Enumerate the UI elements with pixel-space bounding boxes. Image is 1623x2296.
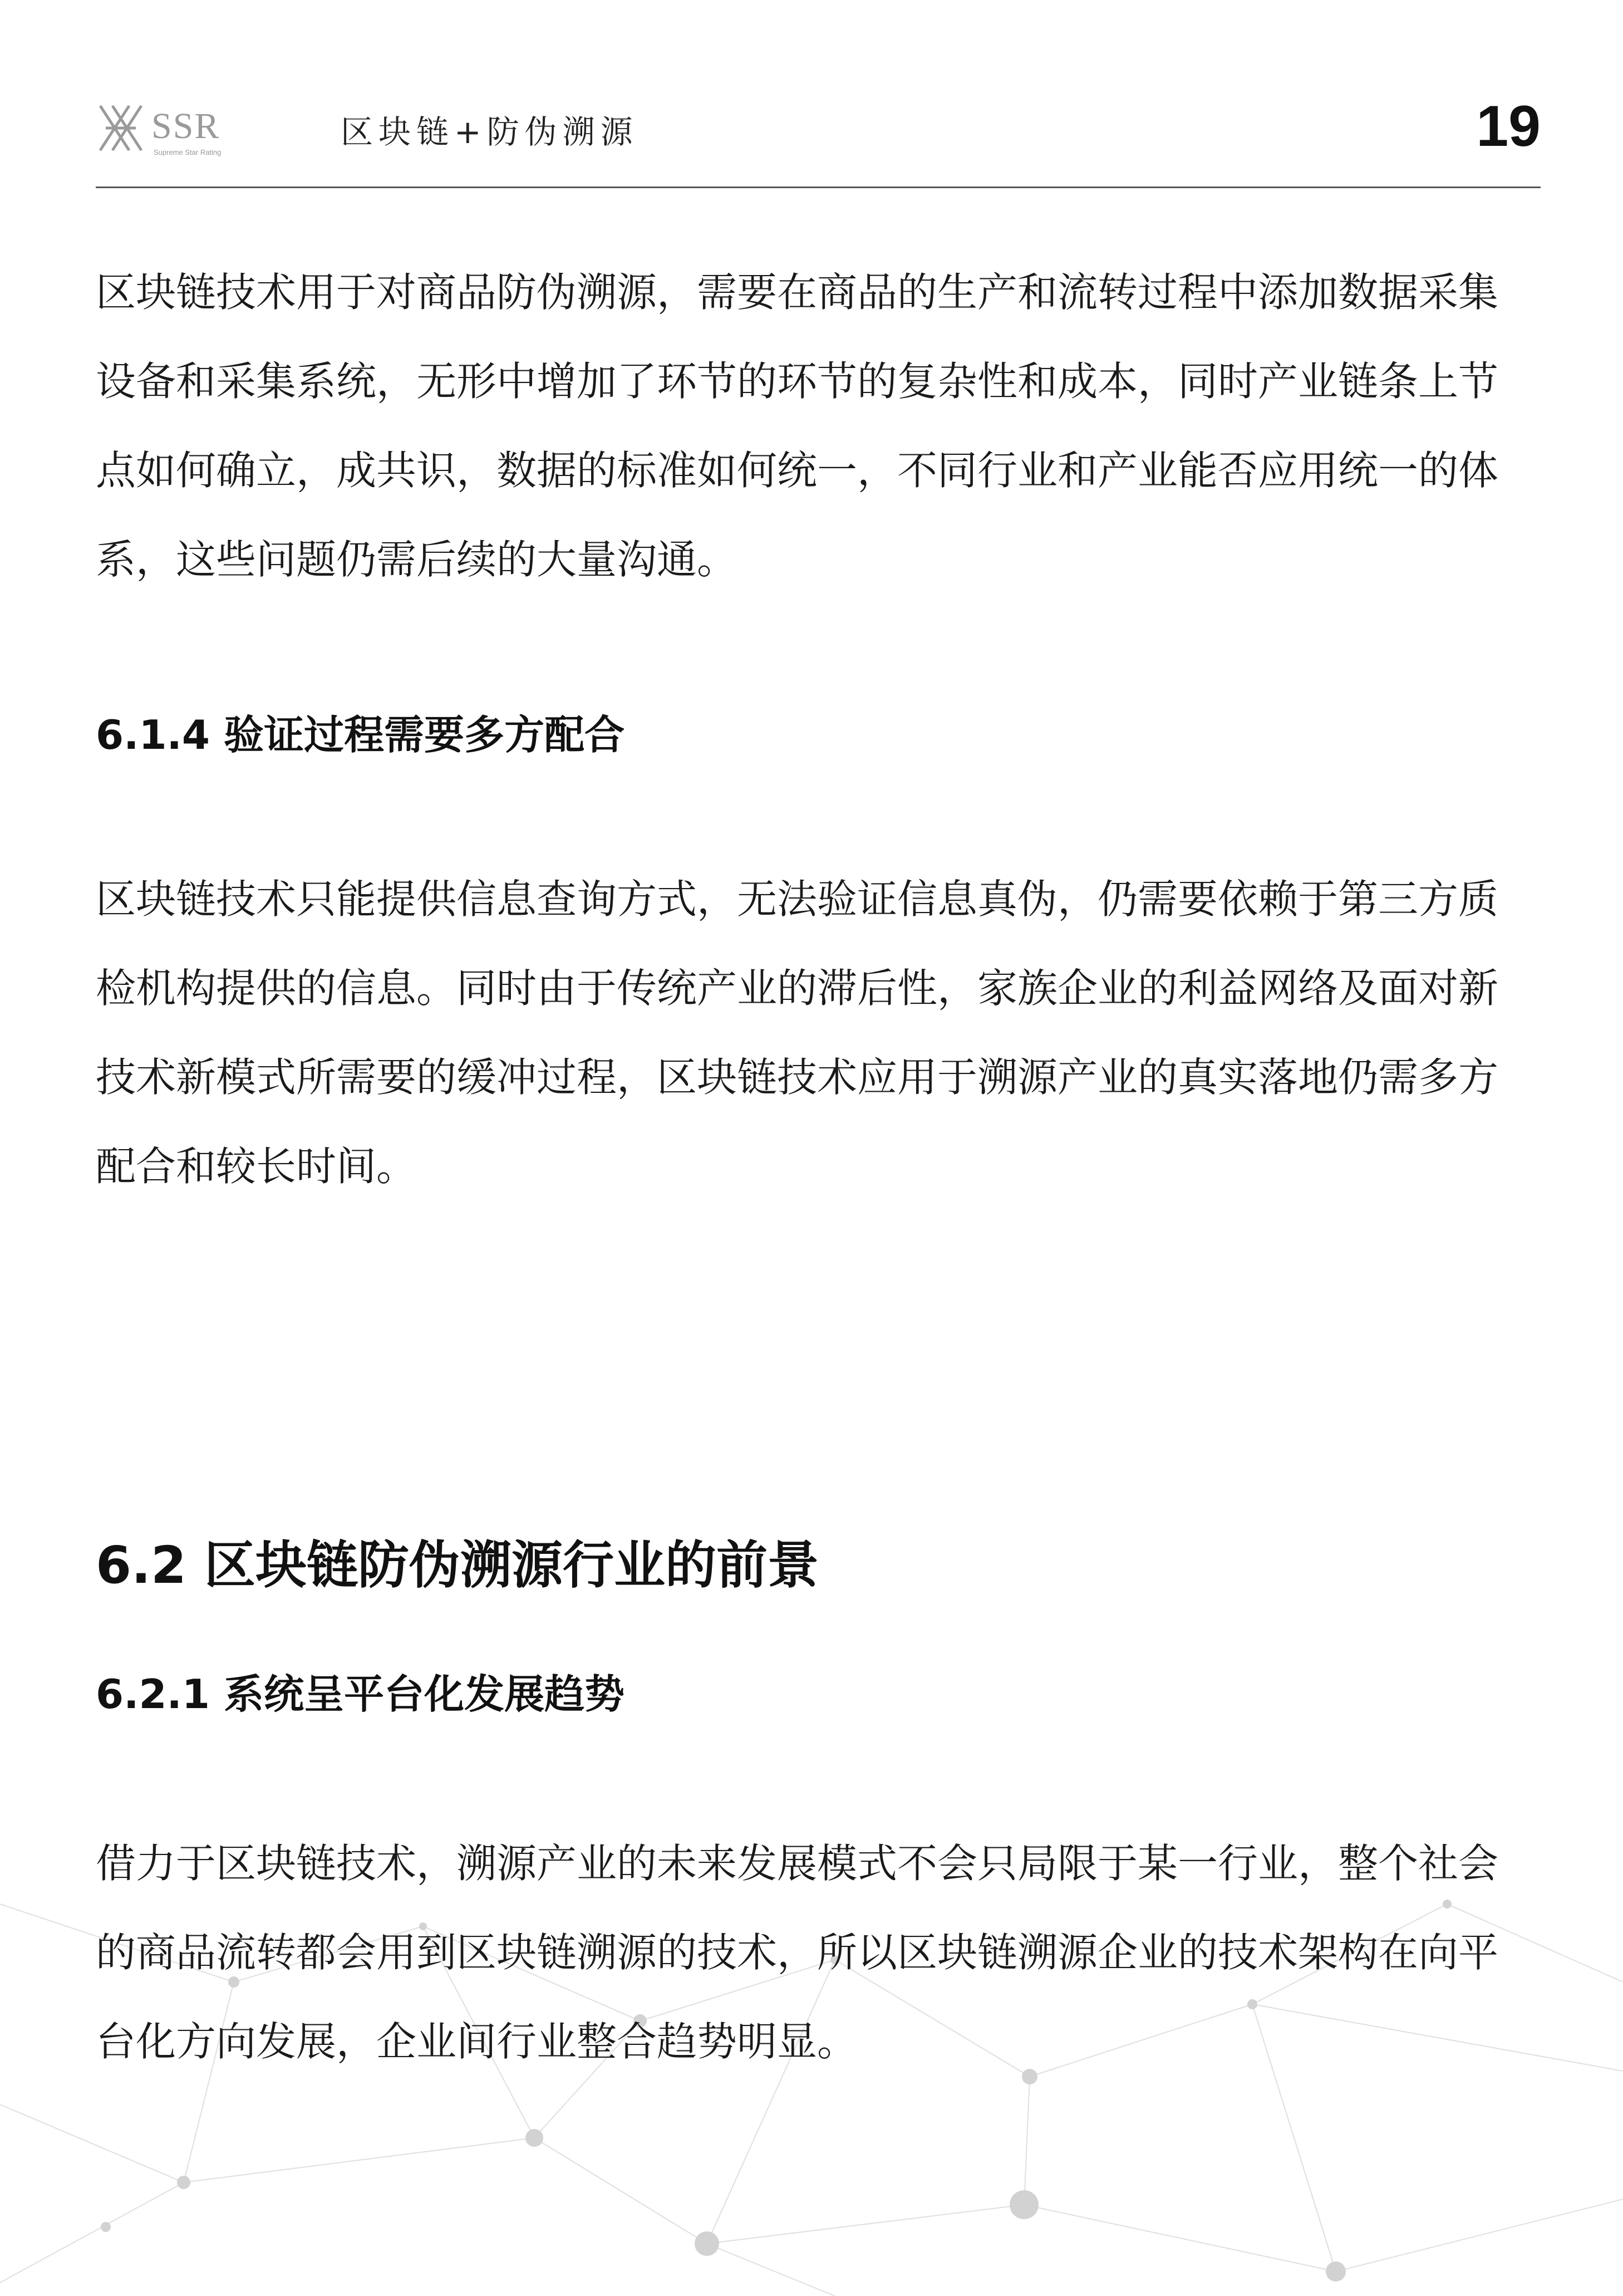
logo-subtext: Supreme Star Rating [154, 148, 222, 156]
paragraph-traceability-cost: 区块链技术用于对商品防伪溯源，需要在商品的生产和流转过程中添加数据采集设备和采集系统，无形中增加了环节的环节的复杂性和成本，同时产业链条上节点如何确立，成共识，数据的标准如何统一，不同行业和产业能否应用统一的体系，这些问题仍需后续的大量沟通。 [96, 269, 1499, 583]
paragraph-verification: 区块链技术只能提供信息查询方式，无法验证信息真伪，仍需要依赖于第三方质检机构提供的信息。同时由于传统产业的滞后性，家族企业的利益网络及面对新技术新模式所需要的缓冲过程，区块链技术应用于溯源产业的真实落地仍需多方配合和较长时间。 [96, 876, 1499, 1190]
heading-6-2-1: 6.2.1 系统呈平台化发展趋势 [96, 1671, 625, 1718]
heading-6-2: 6.2 区块链防伪溯源行业的前景 [96, 1535, 819, 1595]
ssr-logo [96, 95, 285, 161]
paragraph-platform-trend: 借力于区块链技术，溯源产业的未来发展模式不会只局限于某一行业，整个社会的商品流转都会用到区块链溯源的技术，所以区块链溯源企业的技术架构在向平台化方向发展，企业间行业整合趋势明显。 [96, 1840, 1499, 2065]
page-number: 19 [1476, 94, 1541, 159]
heading-6-1-4: 6.1.4 验证过程需要多方配合 [96, 712, 625, 758]
header-title: 区块链+防伪溯源 [341, 113, 638, 151]
logo-text: SSR [151, 106, 220, 146]
page-header [96, 84, 1541, 188]
